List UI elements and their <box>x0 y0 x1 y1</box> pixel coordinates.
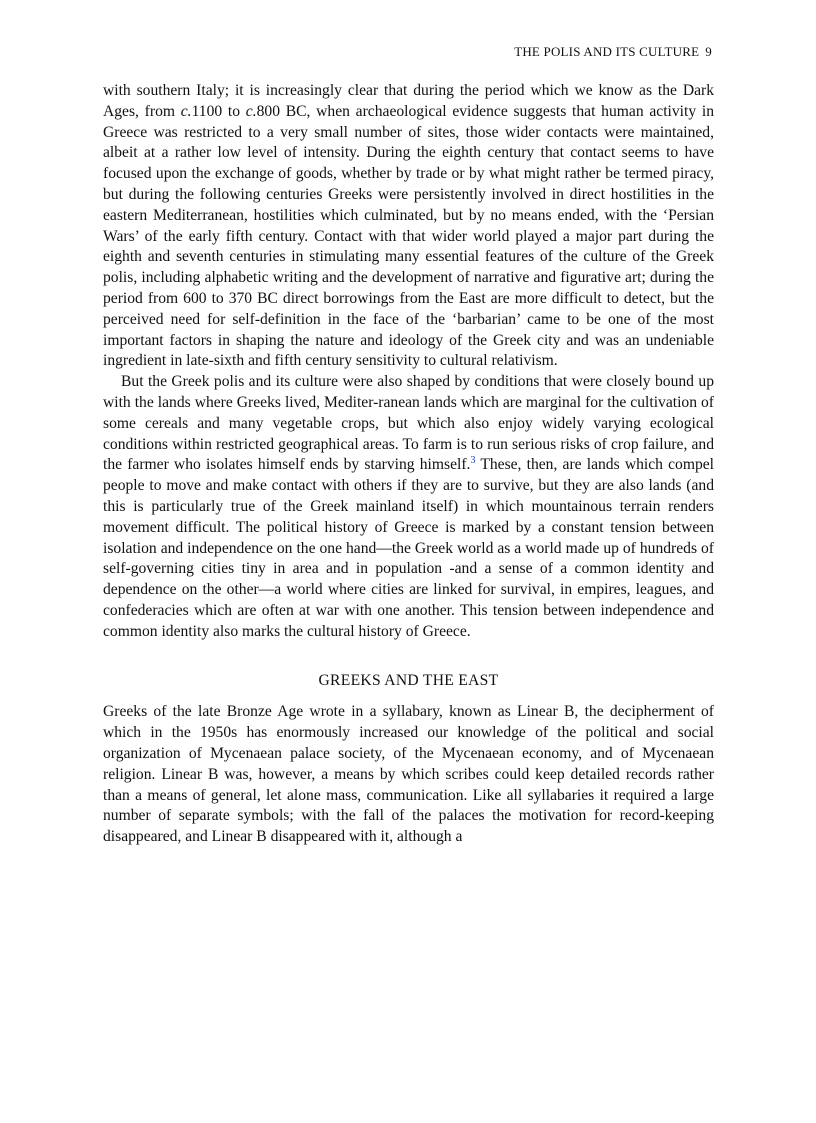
running-head-title: THE POLIS AND ITS CULTURE <box>514 44 700 59</box>
paragraph-lands <box>103 372 714 642</box>
paragraph-text: 800 BC, when archaeological evidence suggests that human activity in Greece was restricted to a very small number of sites, those wider contacts were maintained, albeit at a rather low level of intensity. During the eighth century that contact seems to have focused upon the exchange of goods, whether by trade or by what might rather be termed piracy, but during the following centuries Greeks were persistently involved in direct hostilities in the eastern Mediterranean, hostilities which culminated, but by no means ended, with the ‘Persian Wars’ of the early fifth century. Contact with that wider world played a major part during the eighth and seventh centuries in stimulating many essential features of the culture of the Greek polis, including alphabetic writing and the development of narrative and figurative art; during the period from 600 to 370 BC direct borrowings from the East are more difficult to detect, but the perceived need for self-definition in the face of the ‘barbarian’ came to be one of the most important factors in shaping the nature and ideology of the Greek city and was an undeniable ingredient in late-sixth and fifth century sensitivity to cultural relativism. <box>103 102 714 370</box>
section-heading: GREEKS AND THE EAST <box>318 671 499 689</box>
running-head <box>514 44 712 60</box>
page-number: 9 <box>705 44 712 59</box>
circa-abbreviation: c. <box>180 102 192 120</box>
footnote-reference[interactable]: 3 <box>470 455 476 467</box>
paragraph-text: These, then, are lands which compel people to move and make contact with others if they are to survive, but they are also lands (and this is particularly true of the Greek mainland itself) in which mountainous terrain renders movement difficult. The political history of Greece is marked by a constant tension between isolation and independence on the one hand—the Greek world as a world made up of hundreds of self-governing cities tiny in area and in population -and a sense of a common identity and dependence on the other—a world where cities are linked for survival, in empires, leagues, and confederacies which are often at war with one another. This tension between independence and common identity also marks the cultural history of Greece. <box>103 456 714 640</box>
paragraph-text: But the Greek polis and its culture were also shaped by conditions that were closely bound up with the lands where Greeks lived, Mediter-ranean lands which are marginal for the cultivation of some cereals and many vegetable crops, but which also enjoy widely varying ecological conditions within restricted geographical areas. To farm is to run serious risks of crop failure, and the farmer who isolates himself ends by starving himself. <box>103 373 714 474</box>
paragraph-dark-ages <box>103 81 714 372</box>
body-text <box>103 81 714 848</box>
circa-abbreviation: c. <box>245 102 257 120</box>
paragraph-linear-b: Greeks of the late Bronze Age wrote in a syllabary, known as Linear B, the decipherment of which in the 1950s has enormously increased our knowledge of the political and social organization of Mycenaean palace society, of the Mycenaean economy, and of Mycenaean religion. Linear B was, however, a means by which scribes could keep detailed records rather than a means of general, let alone mass, communication. Like all syllabaries it required a large number of separate symbols; with the fall of the palaces the motivation for record-keeping disappeared, and Linear B disappeared with it, although a <box>103 703 714 846</box>
paragraph-text: with southern Italy; it is increasingly clear that during the period which we know as the Dark Ages, from <box>103 82 714 120</box>
paragraph-text: 1100 to <box>191 102 246 120</box>
